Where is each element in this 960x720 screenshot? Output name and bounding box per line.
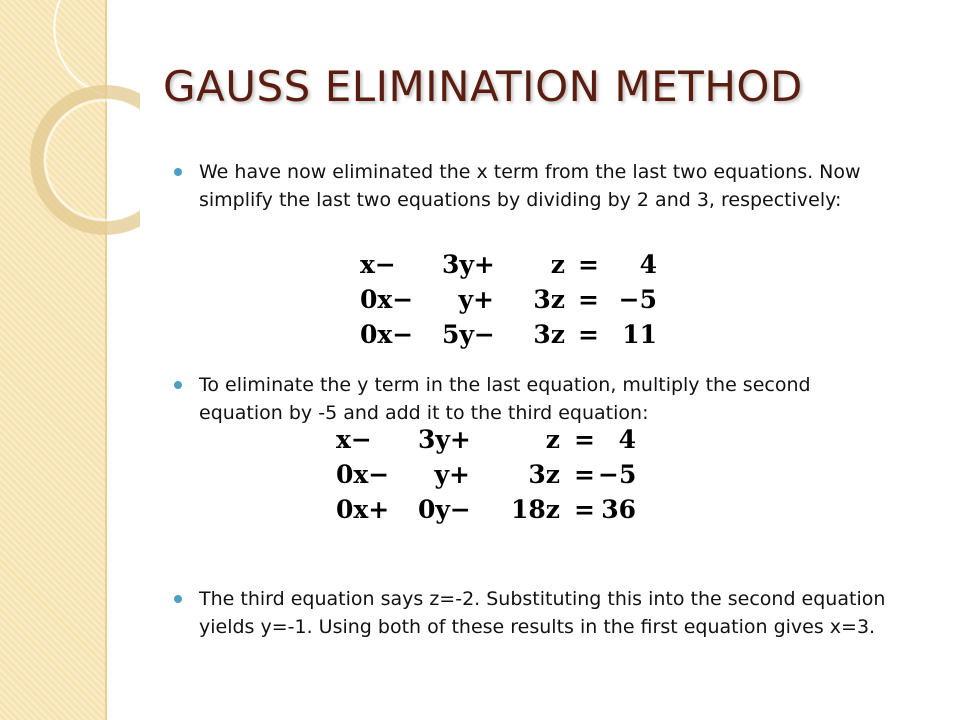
decorative-circles-icon [0, 0, 140, 260]
z-term: 3z [528, 460, 560, 489]
z-term: 3z [533, 285, 565, 314]
y-term: 3y+ [442, 250, 495, 279]
bullet-text: We have now eliminated the x term from the last two equations. Now simplify the last two equations by dividing by 2 and 3, respectively: [199, 161, 861, 211]
x-term: x− [360, 250, 396, 279]
y-term: 5y− [442, 320, 495, 349]
x-term: 0x− [336, 460, 390, 489]
slide-title: GAUSS ELIMINATION METHOD [163, 62, 803, 111]
bullet-dot-icon [174, 595, 182, 603]
equals-sign: = [574, 425, 595, 454]
rhs-value: 4 [618, 425, 636, 454]
bullet-dot-icon [174, 168, 182, 176]
x-term: 0x− [360, 285, 414, 314]
bullet-item-3 [174, 585, 894, 641]
x-term: 0x+ [336, 495, 390, 524]
z-term: 3z [533, 320, 565, 349]
equals-sign: = [574, 495, 595, 524]
x-term: 0x− [360, 320, 414, 349]
y-term: y+ [458, 285, 494, 314]
equals-sign: = [578, 285, 599, 314]
z-term: z [545, 425, 560, 454]
z-term: z [550, 250, 565, 279]
equals-sign: = [578, 320, 599, 349]
equals-sign: = [574, 460, 595, 489]
y-term: 0y− [418, 495, 471, 524]
rhs-value: 11 [622, 320, 657, 349]
y-term: y+ [434, 460, 470, 489]
z-term: 18z [511, 495, 560, 524]
rhs-value: −5 [598, 460, 637, 489]
rhs-value: −5 [618, 285, 657, 314]
rhs-value: 4 [639, 250, 657, 279]
bullet-text: The third equation says z=-2. Substituting this into the second equation yields y=-1. Using both of these results in the first equation gives x=3. [199, 588, 886, 638]
x-term: x− [336, 425, 372, 454]
bullet-item-1 [174, 158, 894, 214]
bullet-text: To eliminate the y term in the last equation, multiply the second equation by -5 and add it to the third equation: [199, 374, 811, 424]
bullet-dot-icon [174, 381, 182, 389]
bullet-item-2 [174, 371, 894, 427]
rhs-value: 36 [601, 495, 636, 524]
equals-sign: = [578, 250, 599, 279]
y-term: 3y+ [418, 425, 471, 454]
